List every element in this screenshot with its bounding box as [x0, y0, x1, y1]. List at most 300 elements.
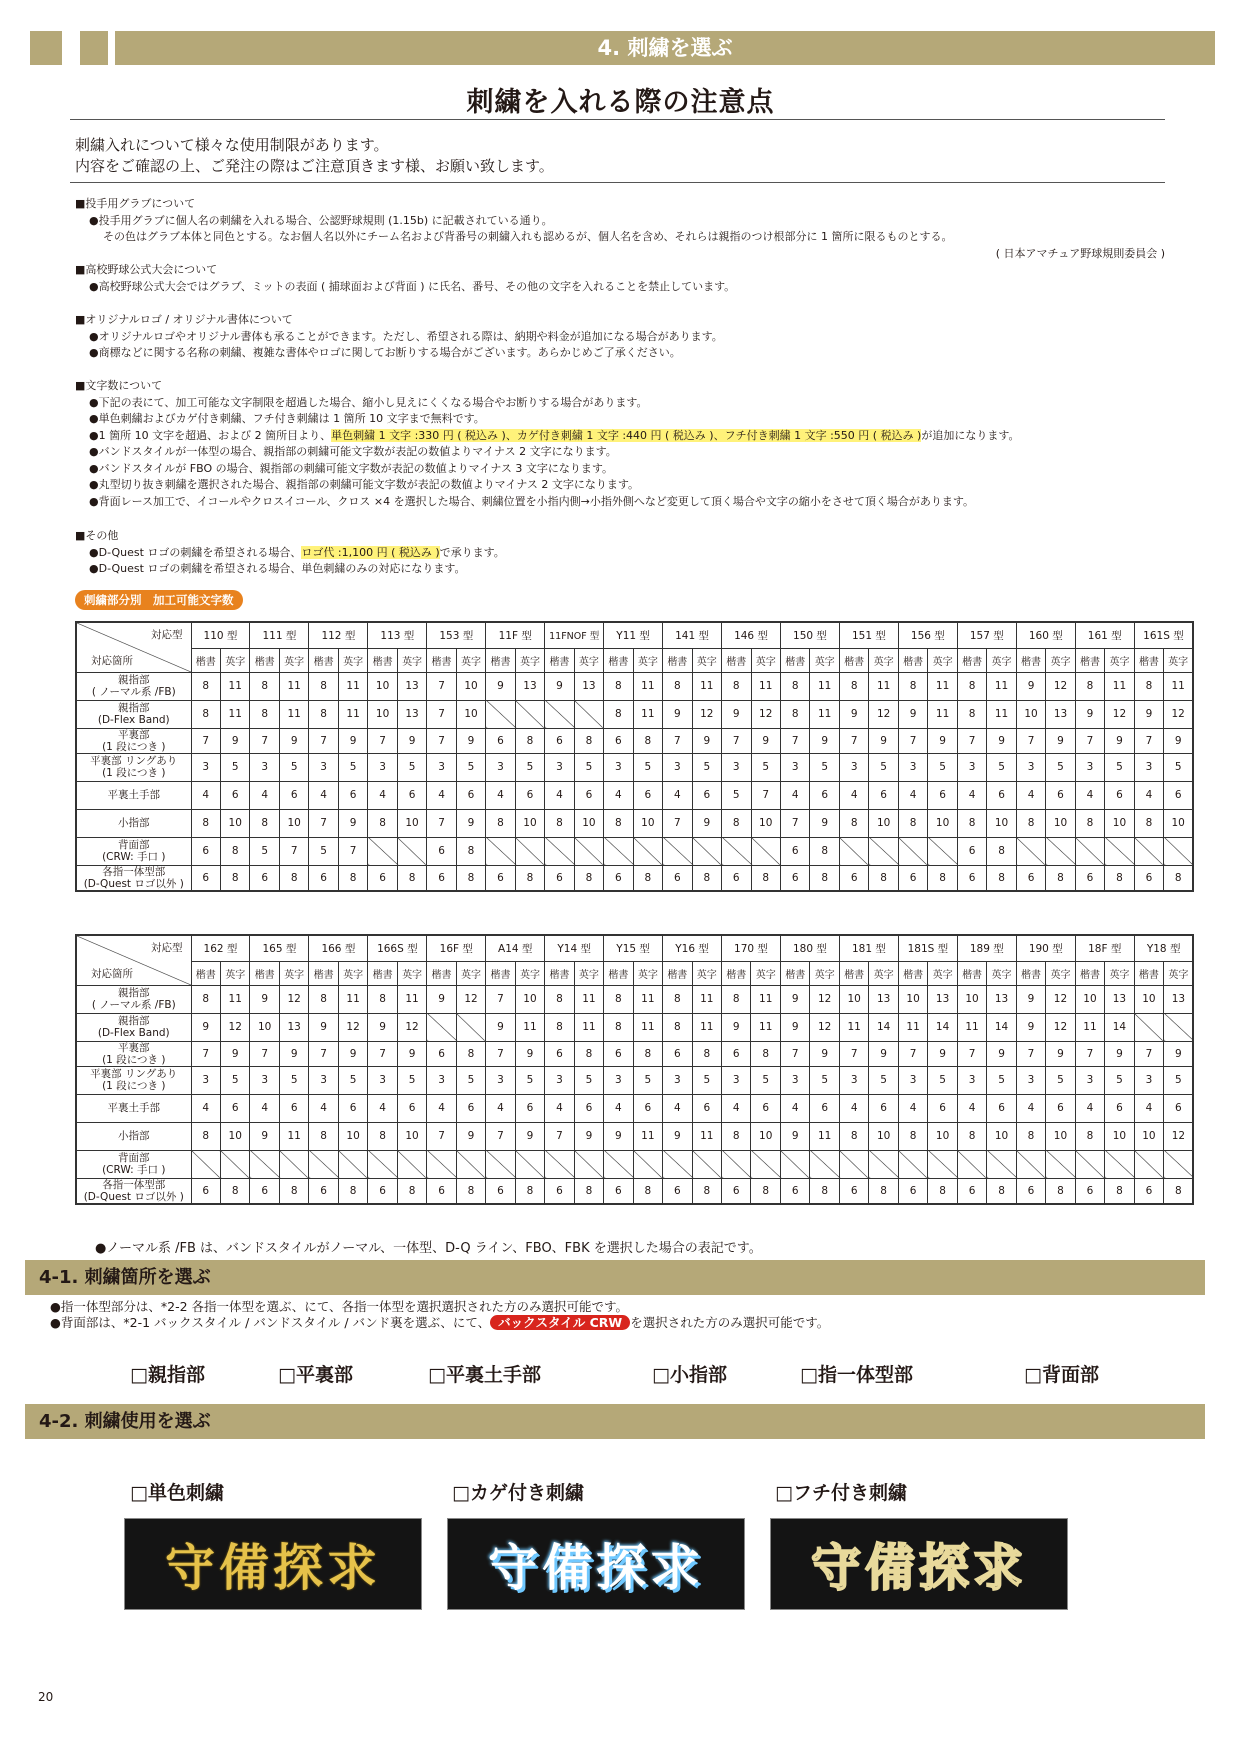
char-limit-cell: 6: [486, 728, 515, 753]
crw-badge: バックスタイル CRW: [490, 1315, 630, 1330]
char-limit-cell: 10: [633, 809, 662, 837]
char-limit-cell: 8: [574, 865, 603, 891]
char-limit-cell: 7: [957, 728, 986, 753]
model-header: 166S 型: [368, 935, 427, 961]
char-limit-cell: 5: [1164, 1066, 1193, 1094]
na-cell: [397, 837, 426, 865]
script-subheader: 楷書: [839, 648, 868, 672]
char-limit-cell: 8: [368, 985, 397, 1013]
row-label: 親指部 ( ノーマル系 /FB): [76, 672, 191, 700]
char-limit-cell: 6: [191, 865, 220, 891]
title-divider: [70, 119, 1165, 120]
option-palm-checkbox[interactable]: □平裏部: [278, 1364, 353, 1386]
char-limit-cell: 6: [1164, 781, 1193, 809]
char-limit-cell: 4: [545, 1094, 574, 1122]
char-limit-cell: 8: [810, 865, 839, 891]
script-subheader: 楷書: [250, 648, 279, 672]
char-limit-cell: 8: [898, 672, 927, 700]
char-limit-cell: 9: [1105, 1041, 1134, 1066]
char-limit-cell: 11: [869, 672, 898, 700]
table-footnote: ●ノーマル系 /FB は、バンドスタイルがノーマル、一体型、D-Q ライン、FBO、FBK を選択した場合の表記です。: [95, 1241, 762, 1256]
char-limit-cell: 5: [633, 753, 662, 781]
char-limit-cell: 6: [220, 781, 249, 809]
model-header: 153 型: [427, 622, 486, 648]
char-limit-cell: 8: [751, 1178, 780, 1204]
char-limit-cell: 8: [250, 809, 279, 837]
char-limit-cell: 8: [692, 1041, 721, 1066]
section-42-bar: [25, 1404, 1205, 1439]
char-limit-cell: 8: [751, 865, 780, 891]
script-subheader: 楷書: [604, 961, 633, 985]
intro-text: [75, 135, 554, 177]
char-limit-cell: 5: [987, 753, 1016, 781]
char-limit-cell: 4: [368, 1094, 397, 1122]
char-limit-cell: 8: [957, 700, 986, 728]
char-limit-cell: 3: [780, 753, 809, 781]
char-limit-cell: 11: [898, 1013, 927, 1041]
char-limit-cell: 8: [574, 1178, 603, 1204]
char-limit-cell: 6: [515, 1094, 544, 1122]
char-limit-cell: 5: [338, 1066, 367, 1094]
script-subheader: 英字: [987, 648, 1016, 672]
char-limit-cell: 4: [604, 1094, 633, 1122]
char-limit-cell: 6: [456, 781, 485, 809]
char-limit-cell: 12: [1164, 1122, 1193, 1150]
char-limit-cell: 8: [191, 700, 220, 728]
char-limit-cell: 6: [427, 1041, 456, 1066]
char-limit-cell: 7: [427, 700, 456, 728]
note-line: ●単色刺繍およびカゲ付き刺繍、フチ付き刺繍は 1 箇所 10 文字まで無料です。: [89, 412, 485, 425]
char-limit-cell: 5: [397, 753, 426, 781]
char-limit-cell: 3: [1075, 1066, 1104, 1094]
char-limit-cell: 8: [604, 1013, 633, 1041]
char-limit-cell: 6: [1134, 865, 1163, 891]
char-limit-cell: 6: [545, 1178, 574, 1204]
char-limit-cell: 7: [722, 728, 751, 753]
char-limit-cell: 9: [220, 1041, 249, 1066]
char-limit-cell: 10: [751, 809, 780, 837]
char-limit-cell: 6: [780, 865, 809, 891]
na-cell: [427, 1150, 456, 1178]
script-subheader: 楷書: [368, 648, 397, 672]
row-label: 各指一体型部 (D-Quest ロゴ以外 ): [76, 865, 191, 891]
char-limit-cell: 10: [1105, 809, 1134, 837]
char-limit-cell: 8: [987, 865, 1016, 891]
intro-line: 刺繍入れについて様々な使用制限があります。: [75, 136, 389, 154]
char-limit-cell: 9: [220, 728, 249, 753]
script-subheader: 英字: [751, 648, 780, 672]
script-subheader: 楷書: [722, 648, 751, 672]
char-limit-cell: 5: [456, 1066, 485, 1094]
char-limit-cell: 10: [1075, 985, 1104, 1013]
na-cell: [220, 1150, 249, 1178]
na-cell: [1134, 1013, 1163, 1041]
char-limit-cell: 6: [1075, 865, 1104, 891]
char-limit-cell: 6: [957, 837, 986, 865]
char-limit-cell: 3: [368, 753, 397, 781]
na-cell: [722, 1150, 751, 1178]
char-limit-cell: 4: [1075, 1094, 1104, 1122]
script-subheader: 英字: [633, 648, 662, 672]
char-limit-cell: 3: [191, 753, 220, 781]
char-limit-cell: 9: [810, 728, 839, 753]
na-cell: [663, 837, 692, 865]
char-limit-cell: 8: [987, 1178, 1016, 1204]
char-limit-cell: 4: [191, 781, 220, 809]
char-limit-cell: 11: [633, 1122, 662, 1150]
model-header: Y11 型: [604, 622, 663, 648]
char-limit-cell: 3: [898, 753, 927, 781]
char-limit-cell: 11: [279, 700, 308, 728]
corner-model-label: 対応型: [151, 629, 183, 641]
char-limit-cell: 8: [780, 672, 809, 700]
char-limit-cell: 11: [1164, 672, 1193, 700]
char-limit-cell: 5: [338, 753, 367, 781]
script-subheader: 英字: [456, 961, 485, 985]
na-cell: [545, 700, 574, 728]
char-limit-cell: 6: [751, 1094, 780, 1122]
char-limit-cell: 11: [810, 700, 839, 728]
char-limit-cell: 6: [250, 1178, 279, 1204]
char-limit-cell: 6: [368, 865, 397, 891]
char-limit-cell: 10: [1134, 1122, 1163, 1150]
char-limit-cell: 3: [427, 1066, 456, 1094]
char-limit-cell: 3: [486, 1066, 515, 1094]
na-cell: [928, 837, 957, 865]
char-limit-cell: 11: [633, 672, 662, 700]
na-cell: [1075, 1150, 1104, 1178]
char-limit-cell: 12: [751, 700, 780, 728]
char-limit-cell: 9: [515, 1041, 544, 1066]
char-limit-cell: 9: [368, 1013, 397, 1041]
char-limit-cell: 8: [663, 672, 692, 700]
table-corner: [76, 935, 191, 985]
char-limit-cell: 12: [1164, 700, 1193, 728]
char-limit-cell: 9: [928, 728, 957, 753]
char-limit-cell: 5: [722, 781, 751, 809]
script-subheader: 楷書: [368, 961, 397, 985]
option-thumb-checkbox[interactable]: □親指部: [130, 1364, 205, 1386]
char-limit-cell: 8: [515, 865, 544, 891]
char-limit-cell: 8: [545, 985, 574, 1013]
option-outline-checkbox[interactable]: □フチ付き刺繍: [775, 1482, 907, 1504]
option-finger-integrated-checkbox[interactable]: □指一体型部: [800, 1364, 913, 1386]
script-subheader: 英字: [633, 961, 662, 985]
char-limit-cell: 8: [1016, 809, 1045, 837]
option-back-checkbox[interactable]: □背面部: [1024, 1364, 1099, 1386]
na-cell: [810, 1150, 839, 1178]
row-label: 各指一体型部 (D-Quest ロゴ以外 ): [76, 1178, 191, 1204]
model-header: 161S 型: [1134, 622, 1193, 648]
option-palm-bank-checkbox[interactable]: □平裏土手部: [428, 1364, 541, 1386]
char-limit-cell: 7: [309, 728, 338, 753]
char-limit-cell: 5: [574, 1066, 603, 1094]
char-limit-cell: 7: [1075, 728, 1104, 753]
na-cell: [633, 1150, 662, 1178]
char-limit-cell: 6: [663, 1041, 692, 1066]
char-limit-cell: 3: [1016, 753, 1045, 781]
char-limit-cell: 5: [810, 753, 839, 781]
char-limit-cell: 4: [427, 781, 456, 809]
char-limit-cell: 10: [250, 1013, 279, 1041]
note-line-price: [75, 428, 1019, 445]
script-subheader: 楷書: [1134, 648, 1163, 672]
script-subheader: 楷書: [780, 648, 809, 672]
char-limit-cell: 9: [869, 728, 898, 753]
na-cell: [250, 1150, 279, 1178]
char-limit-cell: 7: [1075, 1041, 1104, 1066]
char-limit-cell: 8: [869, 865, 898, 891]
model-header: 157 型: [957, 622, 1016, 648]
na-cell: [368, 837, 397, 865]
na-cell: [751, 837, 780, 865]
char-limit-cell: 9: [574, 1122, 603, 1150]
char-limit-cell: 8: [957, 809, 986, 837]
char-limit-cell: 9: [1134, 700, 1163, 728]
note-line: ●バンドスタイルが FBO の場合、親指部の刺繍可能文字数が表記の数値よりマイナス 3 文字になります。: [89, 461, 614, 475]
char-limit-cell: 11: [692, 672, 721, 700]
char-limit-cell: 5: [279, 753, 308, 781]
char-limit-cell: 8: [279, 1178, 308, 1204]
char-limit-cell: 10: [957, 985, 986, 1013]
model-header: Y16 型: [663, 935, 722, 961]
char-limit-cell: 9: [663, 700, 692, 728]
char-limit-cell: 6: [1016, 1178, 1045, 1204]
row-label: 平裏土手部: [76, 1094, 191, 1122]
char-limit-cell: 9: [456, 809, 485, 837]
na-cell: [1105, 837, 1134, 865]
char-limit-cell: 6: [309, 1178, 338, 1204]
model-header: 141 型: [663, 622, 722, 648]
na-cell: [987, 1150, 1016, 1178]
row-label: 平裏部 リングあり (1 段につき ): [76, 1066, 191, 1094]
char-limit-cell: 7: [780, 1041, 809, 1066]
char-limit-cell: 6: [427, 1178, 456, 1204]
row-label: 親指部 ( ノーマル系 /FB): [76, 985, 191, 1013]
char-limit-cell: 11: [1105, 672, 1134, 700]
char-limit-cell: 3: [191, 1066, 220, 1094]
char-limit-cell: 10: [987, 809, 1016, 837]
char-limit-cell: 8: [928, 1178, 957, 1204]
model-header: Y18 型: [1134, 935, 1193, 961]
script-subheader: 英字: [810, 648, 839, 672]
char-limit-cell: 6: [957, 865, 986, 891]
char-limit-cell: 10: [869, 1122, 898, 1150]
char-limit-cell: 8: [663, 985, 692, 1013]
na-cell: [751, 1150, 780, 1178]
char-limit-cell: 7: [427, 1122, 456, 1150]
char-limit-cell: 11: [1075, 1013, 1104, 1041]
model-header: 150 型: [780, 622, 839, 648]
char-limit-cell: 9: [338, 728, 367, 753]
char-limit-cell: 10: [987, 1122, 1016, 1150]
char-limit-cell: 11: [397, 985, 426, 1013]
char-limit-cell: 9: [1016, 985, 1045, 1013]
char-limit-cell: 7: [309, 1041, 338, 1066]
char-limit-cell: 5: [515, 1066, 544, 1094]
char-limit-cell: 3: [839, 753, 868, 781]
char-limit-cell: 7: [898, 728, 927, 753]
char-limit-cell: 11: [692, 985, 721, 1013]
char-limit-cell: 4: [1075, 781, 1104, 809]
char-limit-cell: 5: [397, 1066, 426, 1094]
char-limit-cell: 9: [780, 1013, 809, 1041]
table-label-pill: 刺繍部分別 加工可能文字数: [75, 590, 243, 610]
char-limit-cell: 8: [250, 672, 279, 700]
na-cell: [692, 1150, 721, 1178]
model-header: 189 型: [957, 935, 1016, 961]
char-limit-cell: 4: [839, 781, 868, 809]
script-subheader: 英字: [810, 961, 839, 985]
char-limit-cell: 12: [810, 1013, 839, 1041]
na-cell: [574, 1150, 603, 1178]
char-limit-cell: 5: [515, 753, 544, 781]
script-subheader: 英字: [338, 648, 367, 672]
notes-highschool: [75, 262, 735, 295]
char-limit-cell: 3: [957, 1066, 986, 1094]
char-limit-cell: 7: [368, 1041, 397, 1066]
char-limit-cell: 13: [515, 672, 544, 700]
char-limit-cell: 13: [397, 700, 426, 728]
char-limit-cell: 5: [928, 1066, 957, 1094]
char-limit-cell: 13: [1105, 985, 1134, 1013]
char-limit-cell: 6: [309, 865, 338, 891]
char-limit-table-2: [75, 934, 1194, 1205]
char-limit-cell: 10: [928, 809, 957, 837]
na-cell: [574, 700, 603, 728]
model-header: 181S 型: [898, 935, 957, 961]
na-cell: [456, 1013, 485, 1041]
script-subheader: 英字: [338, 961, 367, 985]
na-cell: [1075, 837, 1104, 865]
char-limit-cell: 6: [279, 781, 308, 809]
script-subheader: 楷書: [898, 961, 927, 985]
char-limit-cell: 13: [397, 672, 426, 700]
char-limit-cell: 10: [220, 809, 249, 837]
char-limit-cell: 3: [957, 753, 986, 781]
char-limit-cell: 9: [279, 728, 308, 753]
script-subheader: 楷書: [191, 648, 220, 672]
section-41-bar: [25, 1260, 1205, 1295]
char-limit-cell: 10: [368, 700, 397, 728]
char-limit-cell: 8: [191, 672, 220, 700]
model-header: Y14 型: [545, 935, 604, 961]
char-limit-cell: 7: [1134, 728, 1163, 753]
char-limit-cell: 8: [957, 672, 986, 700]
char-limit-cell: 5: [633, 1066, 662, 1094]
char-limit-cell: 8: [309, 1122, 338, 1150]
char-limit-cell: 6: [191, 1178, 220, 1204]
char-limit-cell: 5: [1105, 1066, 1134, 1094]
char-limit-cell: 5: [456, 753, 485, 781]
note-line: ●背面レース加工で、イコールやクロスイコール、クロス ×4 を選択した場合、刺繍位置を小指内側→小指外側へなど変更して頂く場合や文字の縮小をさせて頂く場合があります。: [89, 494, 974, 508]
note-text: ●背面部は、*2-1 バックスタイル / バンドスタイル / バンド裏を選ぶ、にて、: [50, 1315, 491, 1330]
char-limit-cell: 7: [1016, 1041, 1045, 1066]
char-limit-cell: 9: [692, 809, 721, 837]
na-cell: [1016, 1150, 1045, 1178]
char-limit-cell: 6: [633, 1094, 662, 1122]
script-subheader: 英字: [1164, 961, 1193, 985]
char-limit-cell: 10: [397, 1122, 426, 1150]
notes-characters: [75, 378, 1019, 510]
row-label: 親指部 (D-Flex Band): [76, 700, 191, 728]
char-limit-cell: 8: [869, 1178, 898, 1204]
na-cell: [1134, 1150, 1163, 1178]
script-subheader: 英字: [1105, 961, 1134, 985]
char-limit-cell: 11: [987, 700, 1016, 728]
option-little-finger-checkbox[interactable]: □小指部: [652, 1364, 727, 1386]
char-limit-cell: 3: [486, 753, 515, 781]
char-limit-cell: 5: [692, 1066, 721, 1094]
char-limit-cell: 10: [397, 809, 426, 837]
model-header: 11F 型: [486, 622, 545, 648]
char-limit-cell: 12: [1046, 672, 1075, 700]
char-limit-cell: 10: [1046, 1122, 1075, 1150]
script-subheader: 楷書: [427, 961, 456, 985]
char-limit-cell: 9: [427, 985, 456, 1013]
na-cell: [898, 1150, 927, 1178]
char-limit-cell: 6: [397, 781, 426, 809]
section-41-title: 4-1. 刺繍箇所を選ぶ: [39, 1267, 211, 1288]
script-subheader: 英字: [574, 961, 603, 985]
char-limit-cell: 9: [1075, 700, 1104, 728]
option-single-color-checkbox[interactable]: □単色刺繍: [130, 1482, 224, 1504]
char-limit-cell: 8: [810, 1178, 839, 1204]
na-cell: [604, 837, 633, 865]
char-limit-cell: 8: [191, 809, 220, 837]
char-limit-cell: 8: [456, 837, 485, 865]
script-subheader: 英字: [515, 648, 544, 672]
char-limit-cell: 5: [220, 1066, 249, 1094]
char-limit-cell: 6: [427, 837, 456, 865]
na-cell: [1164, 837, 1193, 865]
char-limit-cell: 6: [1134, 1178, 1163, 1204]
char-limit-cell: 9: [1016, 1013, 1045, 1041]
char-limit-cell: 8: [545, 809, 574, 837]
char-limit-cell: 6: [839, 1178, 868, 1204]
char-limit-cell: 9: [987, 728, 1016, 753]
char-limit-cell: 4: [250, 781, 279, 809]
char-limit-cell: 4: [368, 781, 397, 809]
char-limit-cell: 6: [722, 1178, 751, 1204]
na-cell: [957, 1150, 986, 1178]
char-limit-cell: 11: [633, 700, 662, 728]
script-subheader: 英字: [279, 961, 308, 985]
na-cell: [486, 837, 515, 865]
script-subheader: 英字: [1105, 648, 1134, 672]
char-limit-cell: 6: [898, 865, 927, 891]
char-limit-cell: 4: [486, 781, 515, 809]
script-subheader: 楷書: [957, 961, 986, 985]
char-limit-cell: 3: [1016, 1066, 1045, 1094]
char-limit-cell: 4: [663, 1094, 692, 1122]
char-limit-cell: 7: [486, 1122, 515, 1150]
char-limit-cell: 6: [692, 781, 721, 809]
option-shadow-checkbox[interactable]: □カゲ付き刺繍: [452, 1482, 584, 1504]
char-limit-cell: 11: [574, 985, 603, 1013]
char-limit-cell: 14: [1105, 1013, 1134, 1041]
char-limit-cell: 3: [604, 1066, 633, 1094]
note-line: ●指一体型部分は、*2-2 各指一体型を選ぶ、にて、各指一体型を選択選択された方のみ選択可能です。: [50, 1299, 629, 1314]
char-limit-cell: 9: [515, 1122, 544, 1150]
char-limit-cell: 3: [1134, 1066, 1163, 1094]
section-header-title: 4. 刺繍を選ぶ: [597, 36, 733, 60]
char-limit-cell: 5: [279, 1066, 308, 1094]
note-heading: ■文字数について: [75, 379, 163, 392]
char-limit-cell: 11: [515, 1013, 544, 1041]
char-limit-cell: 6: [633, 781, 662, 809]
char-limit-cell: 8: [1164, 865, 1193, 891]
